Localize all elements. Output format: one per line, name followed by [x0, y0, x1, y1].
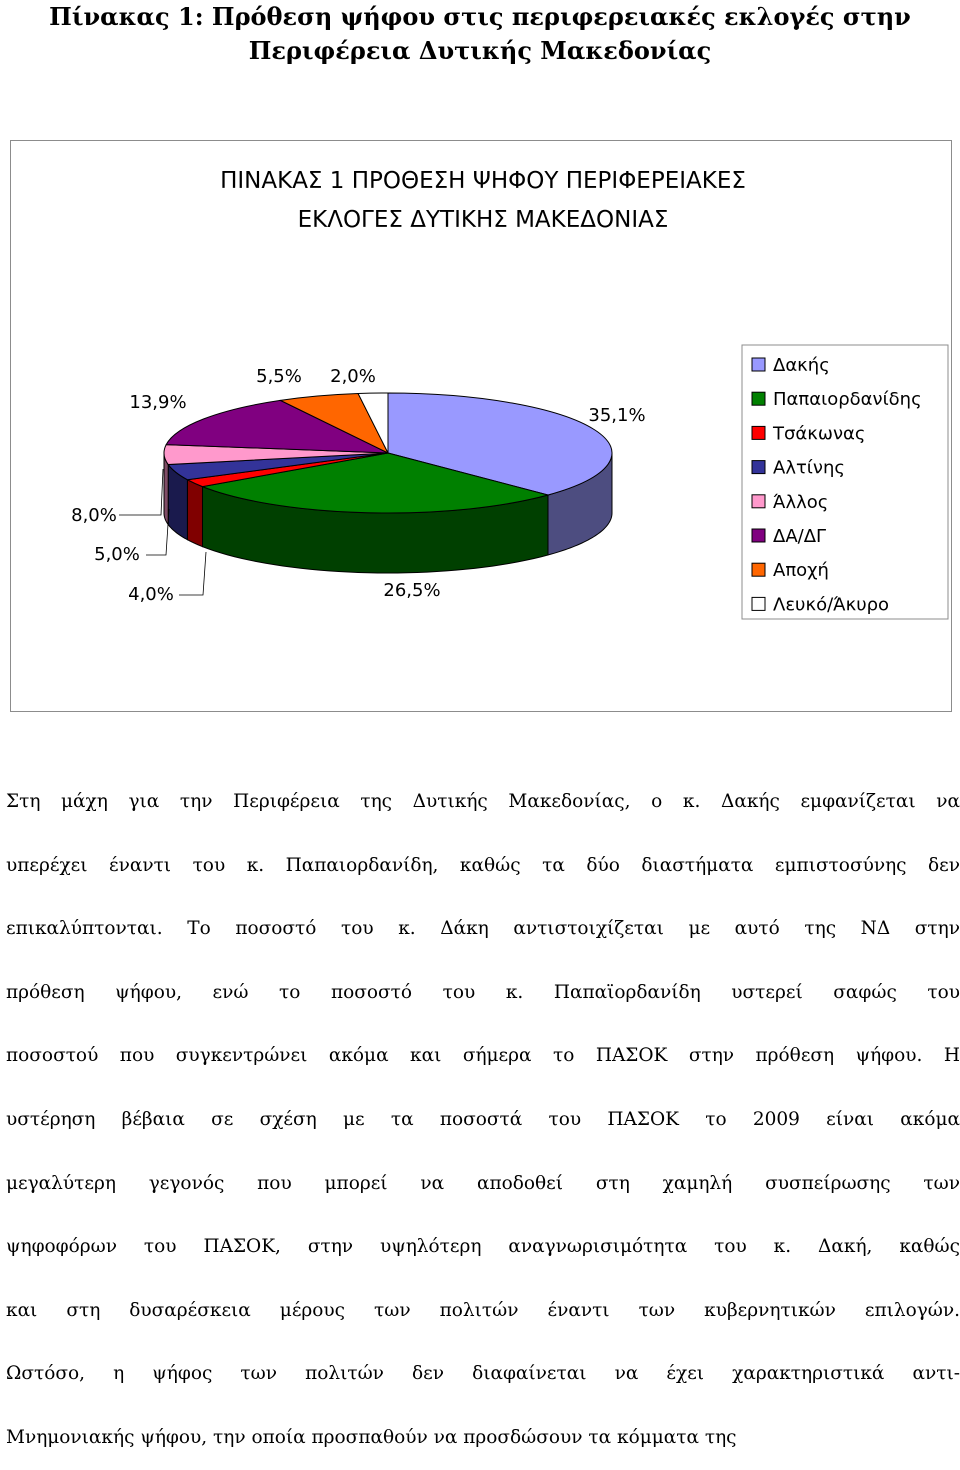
- pie-data-label: 8,0%: [71, 505, 117, 526]
- pie-data-label: 4,0%: [128, 584, 174, 605]
- body-line: πρόθεση ψήφου, ενώ το ποσοστό του κ. Παπαϊορδανίδη υστερεί σαφώς του: [6, 981, 960, 1003]
- pie-chart: [11, 141, 953, 713]
- body-paragraph: [6, 770, 960, 1470]
- pie-data-label: 2,0%: [330, 366, 376, 387]
- legend-swatch: [752, 392, 765, 405]
- body-line: επικαλύπτονται. Το ποσοστό του κ. Δάκη αντιστοιχίζεται με αυτό της ΝΔ στην: [6, 918, 960, 940]
- body-line: μεγαλύτερη γεγονός που μπορεί να αποδοθεί στη χαμηλή συσπείρωσης των: [6, 1172, 960, 1194]
- chart-frame: [10, 140, 952, 712]
- body-line: Στη μάχη για την Περιφέρεια της Δυτικής Μακεδονίας, ο κ. Δακής εμφανίζεται να: [6, 791, 960, 812]
- body-line: και στη δυσαρέσκεια μέρους των πολιτών έναντι των κυβερνητικών επιλογών.: [6, 1299, 960, 1321]
- legend-swatch: [752, 529, 765, 542]
- pie-data-label: 5,5%: [256, 366, 302, 387]
- body-line: υπερέχει έναντι του κ. Παπαιορδανίδη, καθώς τα δύο διαστήματα εμπιστοσύνης δεν: [6, 854, 960, 876]
- legend-label: Λευκό/Άκυρο: [773, 594, 890, 616]
- legend-swatch: [752, 358, 765, 371]
- legend-label: Παπαιορδανίδης: [773, 389, 922, 411]
- chart-title-line-1: ΠΙΝΑΚΑΣ 1 ΠΡΟΘΕΣΗ ΨΗΦΟΥ ΠΕΡΙΦΕΡΕΙΑΚΕΣ: [220, 168, 746, 194]
- legend-label: Τσάκωνας: [773, 423, 866, 445]
- legend-swatch: [752, 597, 765, 610]
- body-line: υστέρηση βέβαια σε σχέση με τα ποσοστά του ΠΑΣΟΚ το 2009 είναι ακόμα: [6, 1108, 960, 1130]
- legend-label: Αποχή: [773, 560, 829, 582]
- legend-label: ΔΑ/ΔΓ: [773, 526, 827, 547]
- body-line: ψηφοφόρων του ΠΑΣΟΚ, στην υψηλότερη αναγνωρισιμότητα του κ. Δακή, καθώς: [6, 1236, 960, 1258]
- pie-data-label: 13,9%: [129, 392, 187, 413]
- pie-data-label: 5,0%: [94, 544, 140, 565]
- chart-title-line-2: ΕΚΛΟΓΕΣ ΔΥΤΙΚΗΣ ΜΑΚΕΔΟΝΙΑΣ: [297, 207, 669, 233]
- legend-label: Δακής: [773, 355, 830, 376]
- pie-slices: [164, 393, 612, 573]
- pie-slice-side: [187, 480, 202, 547]
- legend-swatch: [752, 563, 765, 576]
- label-leader-line: [179, 552, 206, 595]
- legend-label: Αλτίνης: [773, 457, 845, 479]
- body-line: Ωστόσο, η ψήφος των πολιτών δεν διαφαίνεται να έχει χαρακτηριστικά αντι-: [6, 1363, 960, 1385]
- body-line: ποσοστού που συγκεντρώνει ακόμα και σήμερα το ΠΑΣΟΚ στην πρόθεση ψήφου. Η: [6, 1045, 960, 1067]
- heading-line-1: Πίνακας 1: Πρόθεση ψήφου στις περιφερειακές εκλογές στην: [49, 2, 911, 31]
- pie-data-label: 35,1%: [588, 405, 646, 426]
- label-leader-line: [119, 469, 163, 515]
- legend-swatch: [752, 426, 765, 439]
- legend-swatch: [752, 495, 765, 508]
- body-line: Μνημονιακής ψήφου, την οποία προσπαθούν να προσδώσουν τα κόμματα της: [6, 1426, 737, 1448]
- document-heading: [0, 0, 960, 68]
- legend-label: Άλλος: [773, 491, 829, 513]
- legend-swatch: [752, 461, 765, 474]
- heading-line-2: Περιφέρεια Δυτικής Μακεδονίας: [248, 36, 712, 65]
- pie-data-label: 26,5%: [383, 580, 441, 601]
